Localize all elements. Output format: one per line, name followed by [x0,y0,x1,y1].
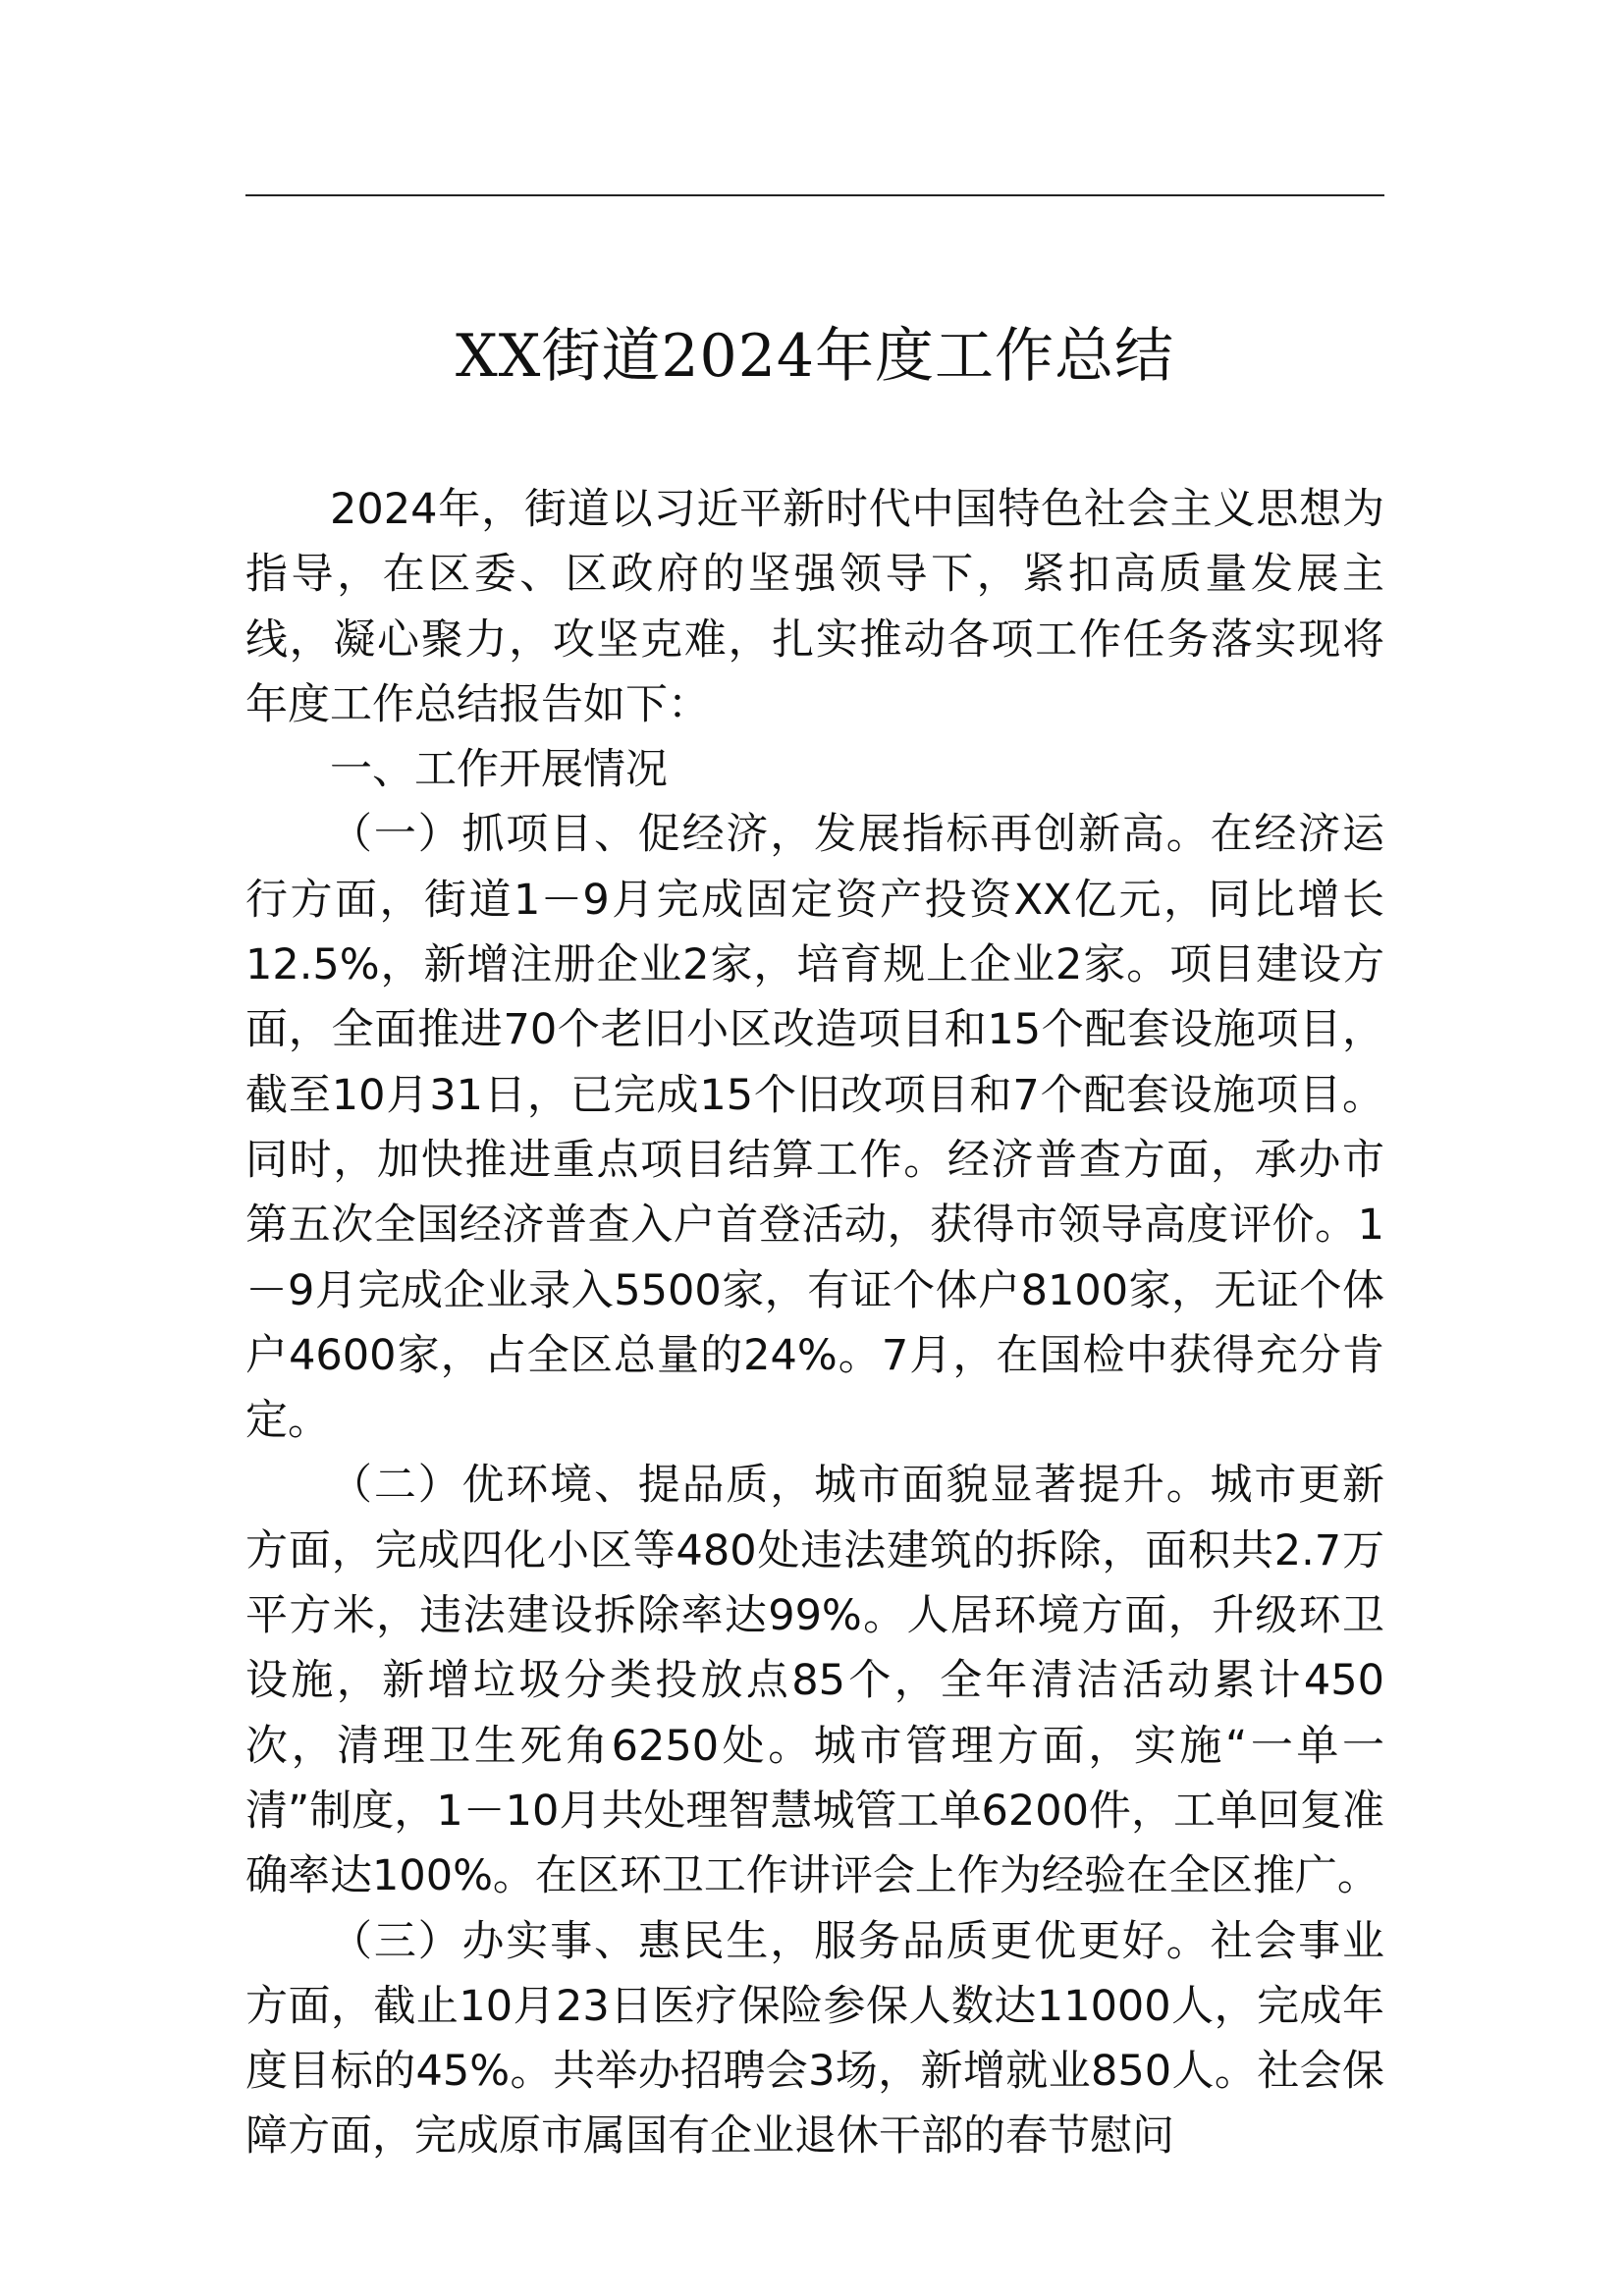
document-title: XX街道2024年度工作总结 [455,322,1175,391]
subsection-livelihood-paragraph: （三）办实事、惠民生，服务品质更优更好。社会事业方面，截止10月23日医疗保险参保人数达11000人，完成年度目标的45%。共举办招聘会3场，新增就业850人。社会保障方面，完成原市属国有企业退休干部的春节慰问 [245,1916,1384,2162]
section-heading: 一、工作开展情况 [330,745,668,795]
document-body [245,477,1384,2169]
subsection-environment-paragraph: （二）优环境、提品质，城市面貌显著提升。城市更新方面，完成四化小区等480处违法建筑的拆除，面积共2.7万平方米，违法建设拆除率达99%。人居环境方面，升级环卫设施，新增垃圾分类投放点85个，全年清洁活动累计450次，清理卫生死角6250处。城市管理方面，实施“一单一清”制度，1－10月共处理智慧城管工单6200件，工单回复准确率达100%。在区环卫工作讲评会上作为经验在全区推广。 [245,1461,1384,1901]
subsection-economy-paragraph: （一）抓项目、促经济，发展指标再创新高。在经济运行方面，街道1－9月完成固定资产投资XX亿元，同比增长12.5%，新增注册企业2家，培育规上企业2家。项目建设方面，全面推进70个老旧小区改造项目和15个配套设施项目，截至10月31日，已完成15个旧改项目和7个配套设施项目。同时，加快推进重点项目结算工作。经济普查方面，承办市第五次全国经济普查入户首登活动，获得市领导高度评价。1－9月完成企业录入5500家，有证个体户8100家，无证个体户4600家，占全区总量的24%。7月，在国检中获得充分肯定。 [245,810,1384,1446]
intro-paragraph: 2024年，街道以习近平新时代中国特色社会主义思想为指导，在区委、区政府的坚强领导下，紧扣高质量发展主线，凝心聚力，攻坚克难，扎实推动各项工作任务落实现将年度工作总结报告如下： [245,485,1384,729]
header-rule [245,194,1384,196]
